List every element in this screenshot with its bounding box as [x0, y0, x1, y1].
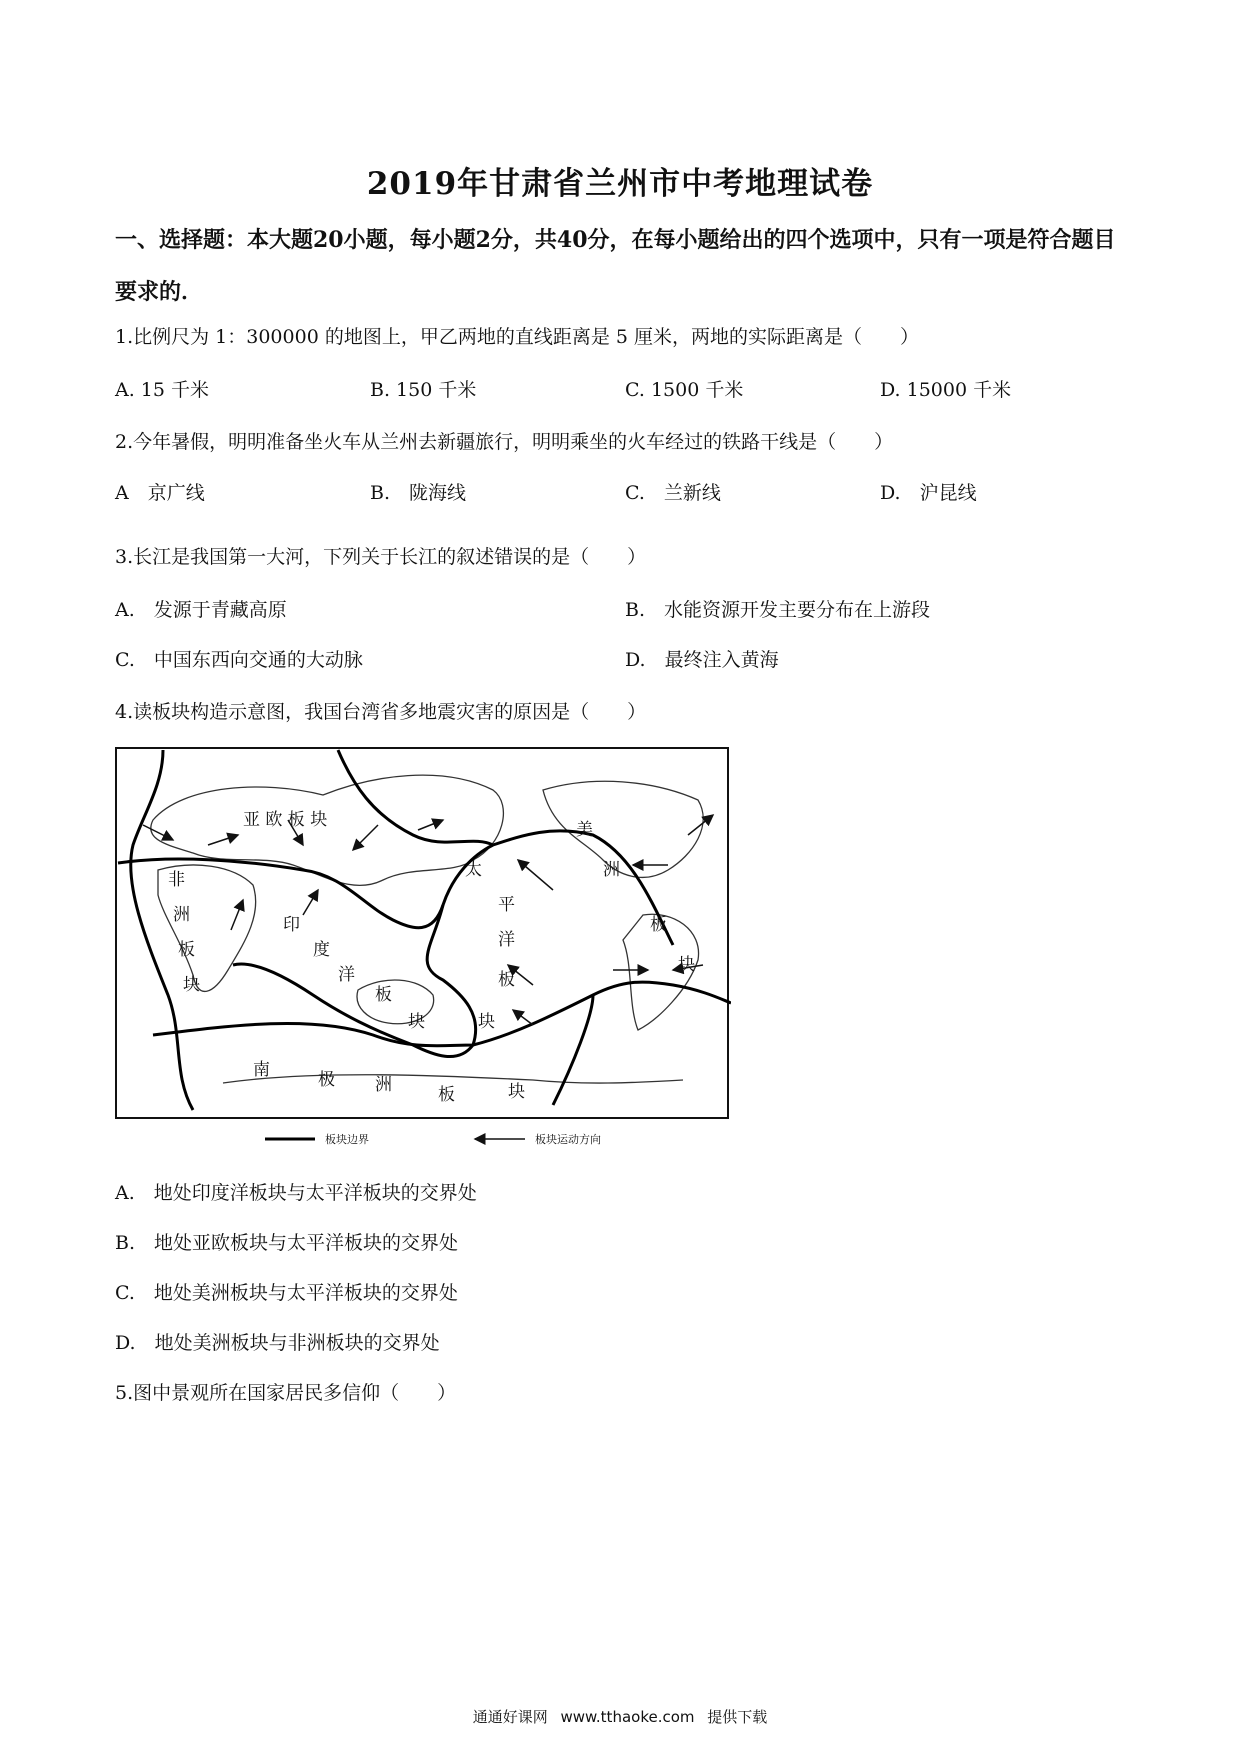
legend-boundary-label: 板块边界 — [325, 1133, 369, 1146]
label-indian-plate-5: 块 — [408, 1012, 425, 1032]
label-indian-plate-4: 板 — [375, 985, 392, 1005]
question-2-stem: 2.今年暑假，明明准备坐火车从兰州去新疆旅行，明明乘坐的火车经过的铁路干线是（ ） — [115, 431, 894, 453]
question-3-option-d: D. 最终注入黄海 — [625, 649, 779, 671]
question-1-option-a: A. 15 千米 — [115, 379, 210, 401]
question-2-option-c: C. 兰新线 — [625, 482, 721, 504]
page-title: 2019年甘肃省兰州市中考地理试卷 — [366, 166, 874, 202]
footer-url[interactable]: www.tthaoke.com — [560, 1708, 695, 1726]
label-africa-plate-2: 洲 — [173, 905, 190, 925]
label-america-plate-3: 板 — [650, 915, 667, 935]
label-africa-plate-1: 非 — [168, 870, 185, 890]
plate-tectonics-map — [113, 745, 731, 1120]
question-4-option-b: B. 地处亚欧板块与太平洋板块的交界处 — [115, 1232, 459, 1254]
label-america-plate-2: 洲 — [603, 860, 620, 880]
label-america-plate-4: 块 — [678, 955, 695, 975]
question-4-stem: 4.读板块构造示意图，我国台湾省多地震灾害的原因是（ ） — [115, 701, 647, 723]
question-5-stem: 5.图中景观所在国家居民多信仰（ ） — [115, 1382, 457, 1404]
question-3-option-c: C. 中国东西向交通的大动脉 — [115, 649, 363, 671]
label-pacific-plate-3: 洋 — [498, 930, 515, 950]
footer — [0, 1706, 1240, 1727]
label-indian-plate-1: 印 — [283, 915, 300, 935]
question-1-option-b: B. 150 千米 — [370, 379, 477, 401]
question-4-option-d: D. 地处美洲板块与非洲板块的交界处 — [115, 1332, 440, 1354]
label-pacific-plate-4: 板 — [498, 970, 515, 990]
label-antarctic-plate-5: 块 — [508, 1082, 525, 1102]
question-1-option-d: D. 15000 千米 — [880, 379, 1012, 401]
label-pacific-plate-2: 平 — [498, 895, 515, 915]
question-3-option-a: A. 发源于青藏高原 — [115, 599, 287, 621]
question-2-option-d: D. 沪昆线 — [880, 482, 977, 504]
question-2-option-b: B. 陇海线 — [370, 482, 467, 504]
label-pacific-plate-5: 块 — [478, 1012, 495, 1032]
section-heading: 一、选择题：本大题20小题，每小题2分，共40分，在每小题给出的四个选项中，只有一项是符合题目要求的． — [115, 227, 1116, 305]
label-antarctic-plate-2: 极 — [318, 1070, 335, 1090]
label-africa-plate-4: 块 — [183, 975, 200, 995]
question-1-option-c: C. 1500 千米 — [625, 379, 744, 401]
map-legend — [260, 1128, 660, 1150]
question-1-stem: 1.比例尺为 1：300000 的地图上，甲乙两地的直线距离是 5 厘米，两地的实际距离是（ ） — [115, 326, 919, 348]
label-antarctic-plate-3: 洲 — [375, 1075, 392, 1095]
footer-suffix: 提供下载 — [707, 1708, 768, 1726]
map-frame — [116, 748, 728, 1118]
label-eurasia-plate: 亚 欧 板 块 — [243, 810, 328, 830]
label-antarctic-plate-1: 南 — [253, 1060, 270, 1080]
question-2-option-a: A 京广线 — [115, 482, 205, 504]
question-4-option-a: A. 地处印度洋板块与太平洋板块的交界处 — [115, 1182, 477, 1204]
legend-direction-label: 板块运动方向 — [535, 1133, 601, 1146]
label-africa-plate-3: 板 — [178, 940, 195, 960]
question-3-stem: 3.长江是我国第一大河，下列关于长江的叙述错误的是（ ） — [115, 546, 647, 568]
question-3-option-b: B. 水能资源开发主要分布在上游段 — [625, 599, 931, 621]
footer-site-name: 通通好课网 — [472, 1708, 548, 1726]
label-america-plate-1: 美 — [576, 820, 593, 840]
question-4-option-c: C. 地处美洲板块与太平洋板块的交界处 — [115, 1282, 458, 1304]
label-indian-plate-3: 洋 — [338, 965, 355, 985]
label-pacific-plate-1: 太 — [465, 860, 482, 880]
label-indian-plate-2: 度 — [313, 940, 330, 960]
label-antarctic-plate-4: 板 — [438, 1085, 455, 1105]
